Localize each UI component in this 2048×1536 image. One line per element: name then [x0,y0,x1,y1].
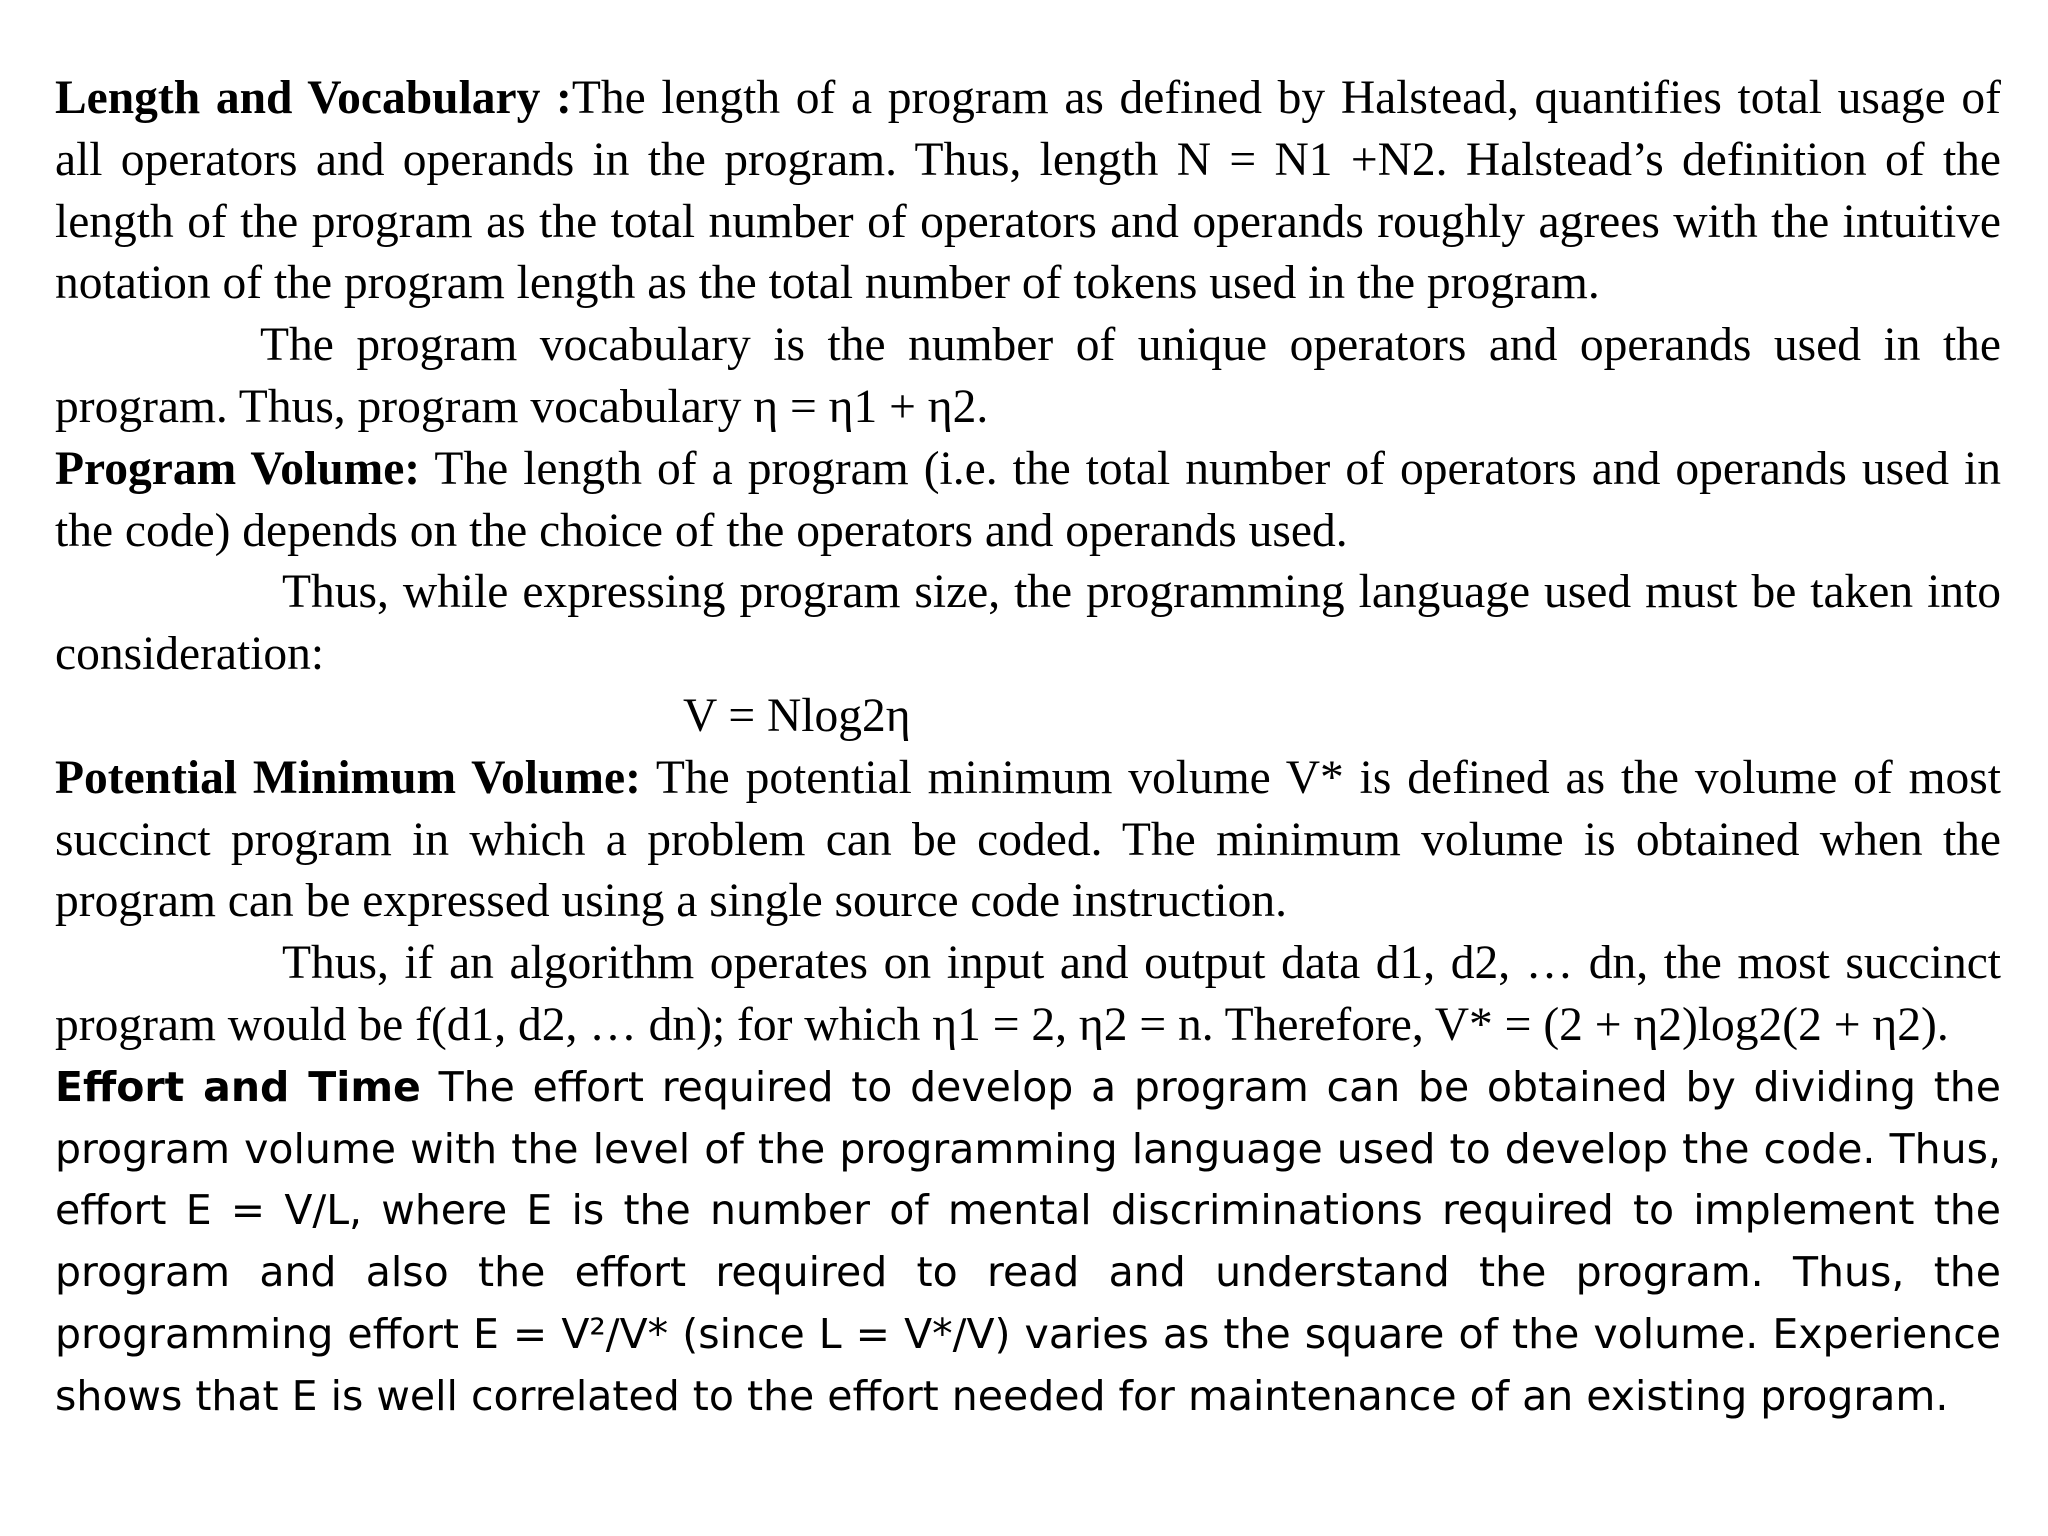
heading-effort-time: Effort and Time [55,1062,421,1111]
paragraph-length-vocabulary [55,68,2001,315]
text-volume-formula: V = Nlog2η [683,689,911,742]
heading-potential-minimum-volume: Potential Minimum Volume: [55,751,641,804]
text-potential-minimum-volume: The potential minimum volume V* is defined as the volume of most succinct program in which a problem can be coded. The minimum volume is obtained when the program can be expressed using a single source code instruction. [55,751,2001,928]
heading-program-volume: Program Volume: [55,442,421,495]
text-program-volume: The length of a program (i.e. the total number of operators and operands used in the code) depends on the choice of the operators and operands used. [55,442,2001,557]
paragraph-vocabulary-definition [55,315,2001,439]
heading-length-vocabulary: Length and Vocabulary : [55,72,572,124]
text-algorithm-example: Thus, if an algorithm operates on input and output data d1, d2, … dn, the most succinct program would be f(d1, d2, … dn); for which η1 = 2, η2 = n. Therefore, V* = (2 + η2)log2(2 + η2). [55,937,2001,1051]
text-effort-time: The effort required to develop a program can be obtained by dividing the program volume with the level of the programming language used to develop the code. Thus, effort E = V/L, where E is the number of mental discriminations required to implement the program and also the effort required to read and understand the program. Thus, the programming effort E = V²/V* (since L = V*/V) varies as the square of the volume. Experience shows that E is well correlated to the effort needed for maintenance of an existing program. [55,1062,2001,1420]
text-vocabulary-definition: The program vocabulary is the number of unique operators and operands used in the program. Thus, program vocabulary η = η1 + η2. [55,319,2001,433]
document-body [55,68,2001,1428]
paragraph-volume-consideration [55,562,2001,686]
paragraph-program-volume [55,439,2001,563]
paragraph-algorithm-example [55,933,2001,1057]
text-volume-consideration: Thus, while expressing program size, the programming language used must be taken into consideration: [55,566,2001,681]
formula-volume [55,686,2001,748]
paragraph-potential-minimum-volume [55,748,2001,933]
text-length-vocabulary: The length of a program as defined by Halstead, quantifies total usage of all operators and operands in the program. Thus, length N = N1 +N2. Halstead’s definition of the length of the program as the total number of operators and operands roughly agrees with the intuitive notation of the program length as the total number of tokens used in the program. [55,72,2001,310]
paragraph-effort-time [55,1057,2001,1428]
